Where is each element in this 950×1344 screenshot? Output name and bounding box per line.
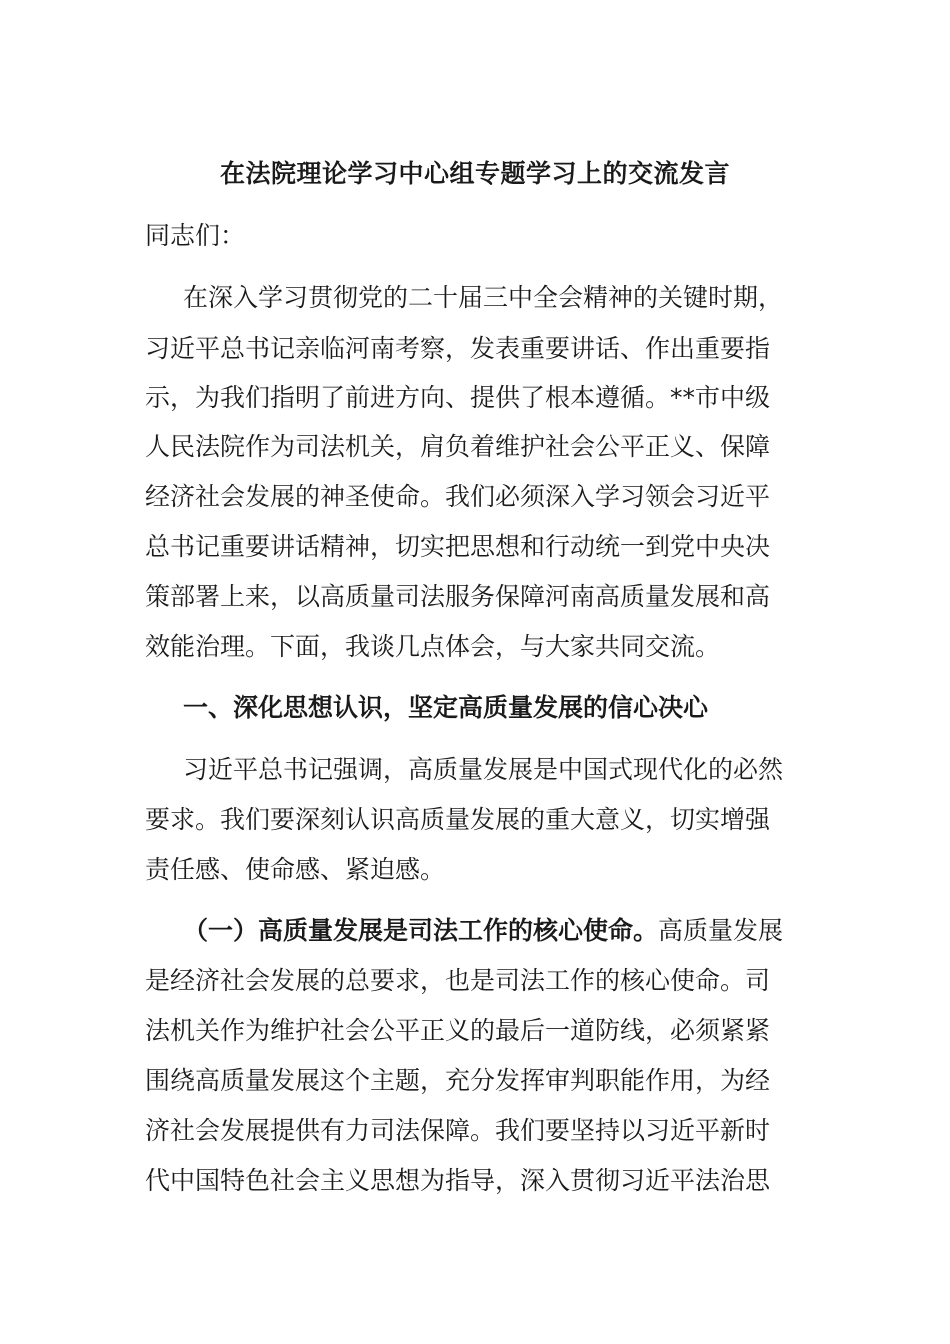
paragraph-line: 习近平总书记亲临河南考察，发表重要讲话、作出重要指 bbox=[145, 334, 771, 363]
subsection-line bbox=[183, 913, 783, 949]
paragraph-line: 示，为我们指明了前进方向、提供了根本遵循。**市中级 bbox=[145, 383, 771, 412]
subsection-text: 高质量发展 bbox=[658, 916, 784, 945]
paragraph-line: 在深入学习贯彻党的二十届三中全会精神的关键时期， bbox=[183, 283, 784, 312]
paragraph-line: 济社会发展提供有力司法保障。我们要坚持以习近平新时 bbox=[145, 1116, 771, 1145]
paragraph-line: 是经济社会发展的总要求，也是司法工作的核心使命。司 bbox=[145, 966, 771, 995]
paragraph-line: 围绕高质量发展这个主题，充分发挥审判职能作用，为经 bbox=[145, 1066, 771, 1095]
paragraph-line: 经济社会发展的神圣使命。我们必须深入学习领会习近平 bbox=[145, 482, 771, 511]
document-title: 在法院理论学习中心组专题学习上的交流发言 bbox=[219, 159, 730, 188]
paragraph-line: 人民法院作为司法机关，肩负着维护社会公平正义、保障 bbox=[145, 432, 771, 461]
paragraph-line: 习近平总书记强调，高质量发展是中国式现代化的必然 bbox=[183, 755, 784, 784]
paragraph-line: 法机关作为维护社会公平正义的最后一道防线，必须紧紧 bbox=[145, 1016, 771, 1045]
subsection-heading: （一）高质量发展是司法工作的核心使命。 bbox=[183, 916, 659, 945]
paragraph-line: 总书记重要讲话精神，切实把思想和行动统一到党中央决 bbox=[145, 532, 771, 561]
paragraph-line: 责任感、使命感、紧迫感。 bbox=[145, 855, 446, 884]
section-heading: 一、深化思想认识，坚定高质量发展的信心决心 bbox=[183, 693, 709, 722]
paragraph-line: 效能治理。下面，我谈几点体会，与大家共同交流。 bbox=[145, 632, 721, 661]
paragraph-line: 代中国特色社会主义思想为指导，深入贯彻习近平法治思 bbox=[145, 1166, 771, 1195]
paragraph-line: 策部署上来，以高质量司法服务保障河南高质量发展和高 bbox=[145, 582, 771, 611]
paragraph-line: 要求。我们要深刻认识高质量发展的重大意义，切实增强 bbox=[145, 805, 771, 834]
salutation: 同志们： bbox=[145, 221, 246, 250]
